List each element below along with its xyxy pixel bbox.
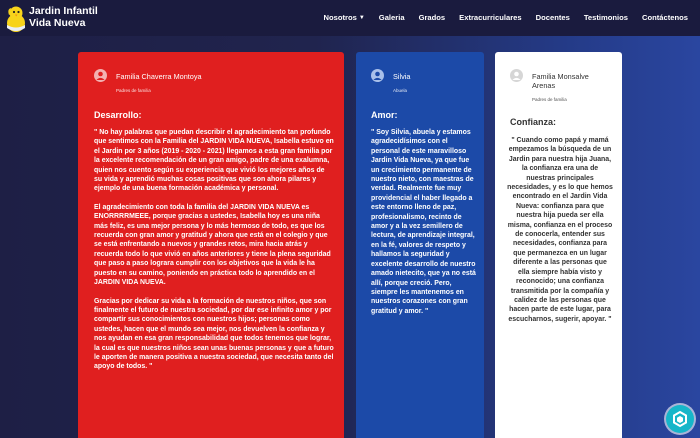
main-nav	[310, 13, 689, 22]
site-header	[0, 0, 700, 36]
nav-item-label: Grados	[418, 13, 446, 22]
testimonial-paragraph: " Soy Silvia, abuela y estamos agradecidísimos con el personal de este maravilloso Jardin Vida Nueva, ya que fue un crecimiento permanente de nuestro nieto, con maestras de verdad. Realmente fue muy providencial el haber llegado a este entorno lleno de paz, profesionalismo, recinto de amor y a la vez semillero de lectura, de aprendizaje integral, en la fé, valores de respeto y hallamos la seguridad y excelente desarrollo de nuestro amado nietecito, que ya no está allí, porque creció. Pero, siempre les mantenemos en nuestros corazones con gran gratitud y amor. "	[371, 129, 476, 315]
user-avatar-icon	[371, 69, 384, 82]
nav-item-contactenos[interactable]	[642, 13, 688, 22]
nav-item-label: Testimonios	[583, 13, 628, 22]
chevron-down-icon: ▼	[358, 14, 365, 21]
testimonial-paragraph: El agradecimiento con toda la familia del JARDIN VIDA NUEVA es ENORRRRMEEE, porque gracias a ustedes, Isabella hoy es una niña más feliz, es una mejor persona y lo más hermoso de todo, es que los recuerda con gran amor y gratitud y ahora que está en el colegio y que se está enfrentando a nuevos y grandes retos, mira hacia atrás y recuerda todo lo que vivió en años anteriores y tiene la plena seguridad que paso a paso lograra cumplir con los objetivos que la vida le ha puesto en su camino, poniendo en práctica todo lo aprendido en el JARDIN VIDA NUEVA.	[94, 203, 331, 287]
cube-chat-icon[interactable]	[666, 405, 694, 433]
testimonial-card	[495, 52, 622, 438]
testimonial-paragraph: " Cuando como papá y mamá empezamos la búsqueda de un Jardin para nuestra hija Juana, la confianza era una de nuestras principales necesidades, y es lo que hemos encontrado en el Jardin Vida Nueva: confianza para que nuestra hija pueda ser ella misma, confianza en el proceso de conocerla, entender sus necesidades, confianza para que permanezca en un lugar diferente a las personas que ella siempre había visto y reconocido; una confianza transmitida por la compañía y calidez de las personas que hacen parte de este lugar, para escucharnos, sugerir, apoyar. "	[507, 137, 613, 323]
author-name: Silvia	[393, 72, 411, 81]
testimonial-title: Confianza:	[510, 117, 556, 127]
author-name: Familia Chaverra Montoya	[116, 72, 202, 81]
brand-logo-text[interactable]	[29, 5, 98, 29]
testimonial-body	[94, 128, 334, 381]
testimonial-card	[356, 52, 484, 438]
nav-item-label: Galeria	[378, 13, 405, 22]
author-role: Abuela	[393, 88, 408, 93]
testimonial-title: Amor:	[371, 110, 398, 120]
brand-line-1: Jardin Infantil	[29, 5, 98, 17]
author-role: Padres de familia	[116, 88, 151, 93]
testimonial-body	[371, 128, 477, 325]
user-avatar-icon	[510, 69, 523, 82]
nav-item-label: Nosotros	[323, 13, 357, 22]
testimonial-paragraph: " No hay palabras que puedan describir el agradecimiento tan profundo que sentimos con la Familia del JARDIN VIDA NUEVA, Isabella estuvo en el Jardin por 3 años (2019 - 2020 - 2021) llegamos a esta gran familia por la excelente recomendación de un gran amigo, padre de una exalumna, quien nos cuento según su experiencia que vivió los mejores años de su vida y aprendió muchas cosas positivas que son ahora pilares y ejemplo de una buena formación académica y personal.	[94, 129, 334, 193]
chick-icon[interactable]	[4, 3, 28, 33]
nav-item-testimonios[interactable]	[584, 13, 628, 22]
nav-item-extracurriculares[interactable]	[459, 13, 521, 22]
brand-line-2: Vida Nueva	[29, 17, 86, 29]
author-role: Padres de familia	[532, 97, 567, 102]
nav-item-label: Docentes	[535, 13, 570, 22]
testimonial-title: Desarrollo:	[94, 110, 142, 120]
nav-item-docentes[interactable]	[536, 13, 570, 22]
testimonial-paragraph: Gracias por dedicar su vida a la formación de nuestros niños, que son finalmente el futuro de nuestra sociedad, por dar ese infinito amor y por compartir sus conocimientos con nuestros hijos; personas como ustedes, hacen que el mundo sea mejor, nos devuelven la confianza y nos ayudan en esa gran responsabilidad que todos tenemos que lograr, la cual es que nuestros niños sean unas buenas personas y que a futuro le aporten de manera positiva a nuestra sociedad, que necesita tanto del apoyo de todos. "	[94, 297, 334, 371]
user-avatar-icon	[94, 69, 107, 82]
nav-item-nosotros[interactable]	[324, 13, 365, 22]
nav-item-grados[interactable]	[419, 13, 446, 22]
nav-item-galeria[interactable]	[379, 13, 405, 22]
author-name: Familia Monsalve Arenas	[532, 72, 589, 90]
nav-item-label: Contáctenos	[642, 13, 688, 22]
testimonial-card	[78, 52, 344, 438]
nav-item-label: Extracurriculares	[459, 13, 522, 22]
testimonial-body	[507, 136, 613, 333]
